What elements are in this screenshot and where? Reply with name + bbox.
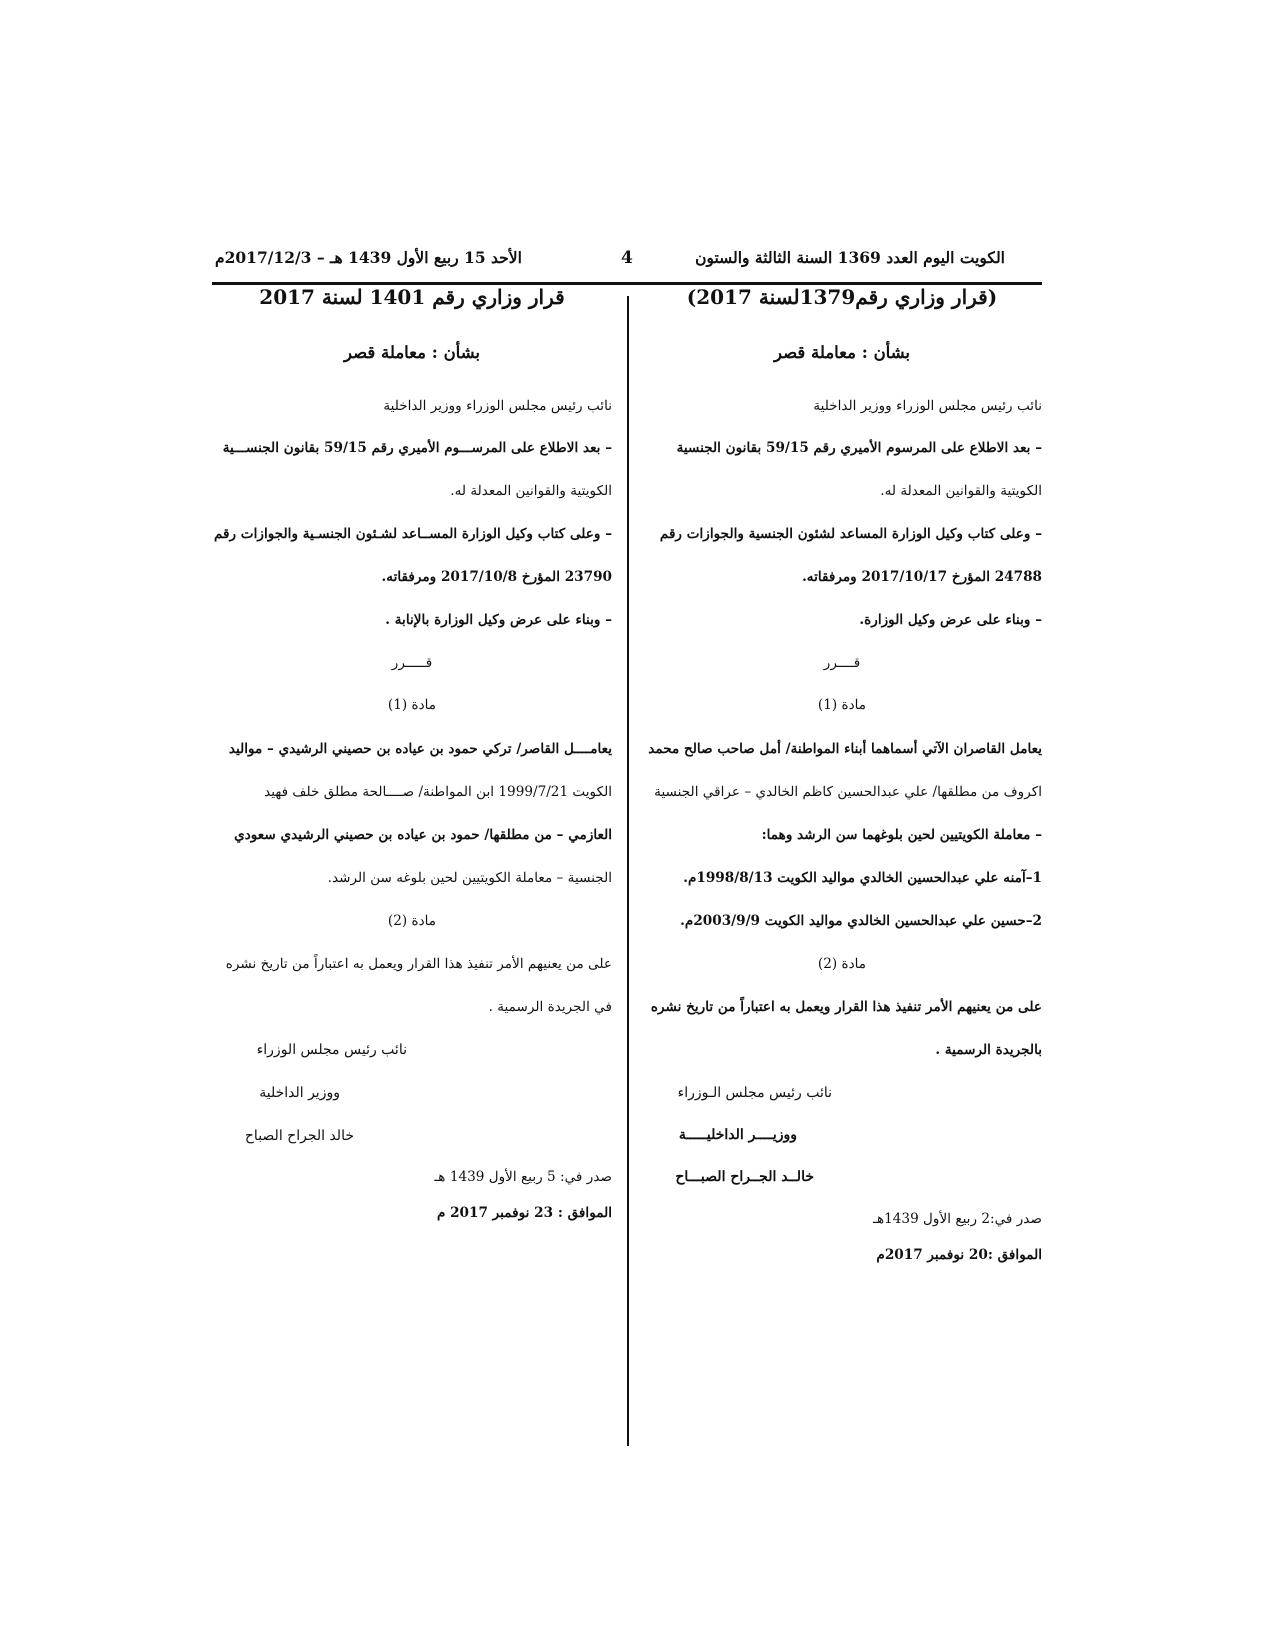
article-text-line: يعامــــل القاصر/ تركي حمود بن عياده بن حصيني الرشيدي – مواليد xyxy=(228,741,612,757)
article-heading: مادة (1) xyxy=(817,697,867,713)
article-text-line: على من يعنيهم الأمر تنفيذ هذا القرار ويعمل به اعتباراً من تاريخ نشره xyxy=(225,956,612,972)
preamble-line: – بعد الاطلاع على المرسوم الأميري رقم 59/15 بقانون الجنسية xyxy=(676,440,1042,456)
issued-date: صدر في: 5 ربيع الأول 1439 هـ xyxy=(434,1169,612,1185)
decision-issuer: نائب رئيس مجلس الوزراء ووزير الداخلية xyxy=(813,398,1042,414)
decided-heading: قـــــرر xyxy=(391,655,433,671)
gazette-issue-line: الكويت اليوم العدد 1369 السنة الثالثة والستون xyxy=(695,248,1005,267)
preamble-line: – وبناء على عرض وكيل الوزارة. xyxy=(859,612,1042,628)
signature-title: نائب رئيس مجلس الوزراء xyxy=(256,1042,407,1058)
preamble-line: – وبناء على عرض وكيل الوزارة بالإنابة . xyxy=(385,612,612,628)
decision-issuer: نائب رئيس مجلس الوزراء ووزير الداخلية xyxy=(383,398,612,414)
article-text-line: العازمي – من مطلقها/ حمود بن عياده بن حصيني الرشيدي سعودي xyxy=(234,827,612,843)
corresponding-date: الموافق :20 نوفمبر 2017م xyxy=(876,1247,1042,1263)
signature-name: خالد الجراح الصباح xyxy=(244,1128,354,1144)
article-heading: مادة (2) xyxy=(817,956,867,972)
preamble-line: – وعلى كتاب وكيل الوزارة المساعد لشئون الجنسية والجوازات رقم xyxy=(659,526,1042,542)
article-heading: مادة (1) xyxy=(387,697,437,713)
article-text-line: – معاملة الكويتيين لحين بلوغهما سن الرشد وهما: xyxy=(761,827,1042,843)
page-number: 4 xyxy=(621,248,633,268)
signature-name: خالــد الجــراح الصبـــاح xyxy=(675,1169,814,1185)
signature-title: نائب رئيس مجلس الـوزراء xyxy=(677,1085,832,1101)
article-heading: مادة (2) xyxy=(387,913,437,929)
article-text-line: يعامل القاصران الآتي أسماهما أبناء المواطنة/ أمل صاحب صالح محمد xyxy=(648,741,1042,757)
signature-title: ووزير الداخلية xyxy=(259,1085,340,1101)
preamble-line: الكويتية والقوانين المعدلة له. xyxy=(880,483,1042,499)
decision-title: (قرار وزاري رقم1379لسنة 2017) xyxy=(686,285,998,309)
preamble-line: – وعلى كتاب وكيل الوزارة المســاعد لشـئون الجنسـية والجوازات رقم xyxy=(213,526,612,542)
preamble-line: الكويتية والقوانين المعدلة له. xyxy=(450,483,612,499)
decision-subject: بشأن : معاملة قصر xyxy=(773,343,911,362)
article-text-line: الجنسية – معاملة الكويتيين لحين بلوغه سن الرشد. xyxy=(327,870,612,886)
preamble-line: 23790 المؤرخ 2017/10/8 ومرفقاته. xyxy=(381,569,612,585)
article-text-line: بالجريدة الرسمية . xyxy=(935,1042,1042,1058)
decided-heading: قــــرر xyxy=(823,655,861,671)
signature-title: ووزيــــر الداخليـــــة xyxy=(678,1127,797,1143)
column-divider xyxy=(627,296,629,1446)
article-text-line: الكويت 1999/7/21 ابن المواطنة/ صــــالحة مطلق خلف فهيد xyxy=(264,784,612,800)
issued-date: صدر في:2 ربيع الأول 1439هـ xyxy=(872,1211,1042,1227)
decision-title: قرار وزاري رقم 1401 لسنة 2017 xyxy=(259,285,565,309)
preamble-line: – بعد الاطلاع على المرســـوم الأميري رقم 59/15 بقانون الجنســـية xyxy=(222,440,612,456)
article-text-line: في الجريدة الرسمية . xyxy=(488,999,612,1015)
decision-subject: بشأن : معاملة قصر xyxy=(343,343,481,362)
article-text-line: 1–آمنه علي عبدالحسين الخالدي مواليد الكويت 1998/8/13م. xyxy=(683,870,1042,886)
article-text-line: 2–حسين علي عبدالحسين الخالدي مواليد الكويت 2003/9/9م. xyxy=(680,913,1042,929)
article-text-line: اكروف من مطلقها/ علي عبدالحسين كاظم الخالدي – عراقي الجنسية xyxy=(654,784,1042,800)
corresponding-date: الموافق : 23 نوفمبر 2017 م xyxy=(436,1205,612,1221)
gazette-date-line: الأحد 15 ربيع الأول 1439 هـ – 2017/12/3م xyxy=(215,248,522,267)
article-text-line: على من يعنيهم الأمر تنفيذ هذا القرار ويعمل به اعتباراً من تاريخ نشره xyxy=(650,999,1042,1015)
preamble-line: 24788 المؤرخ 2017/10/17 ومرفقاته. xyxy=(802,569,1042,585)
